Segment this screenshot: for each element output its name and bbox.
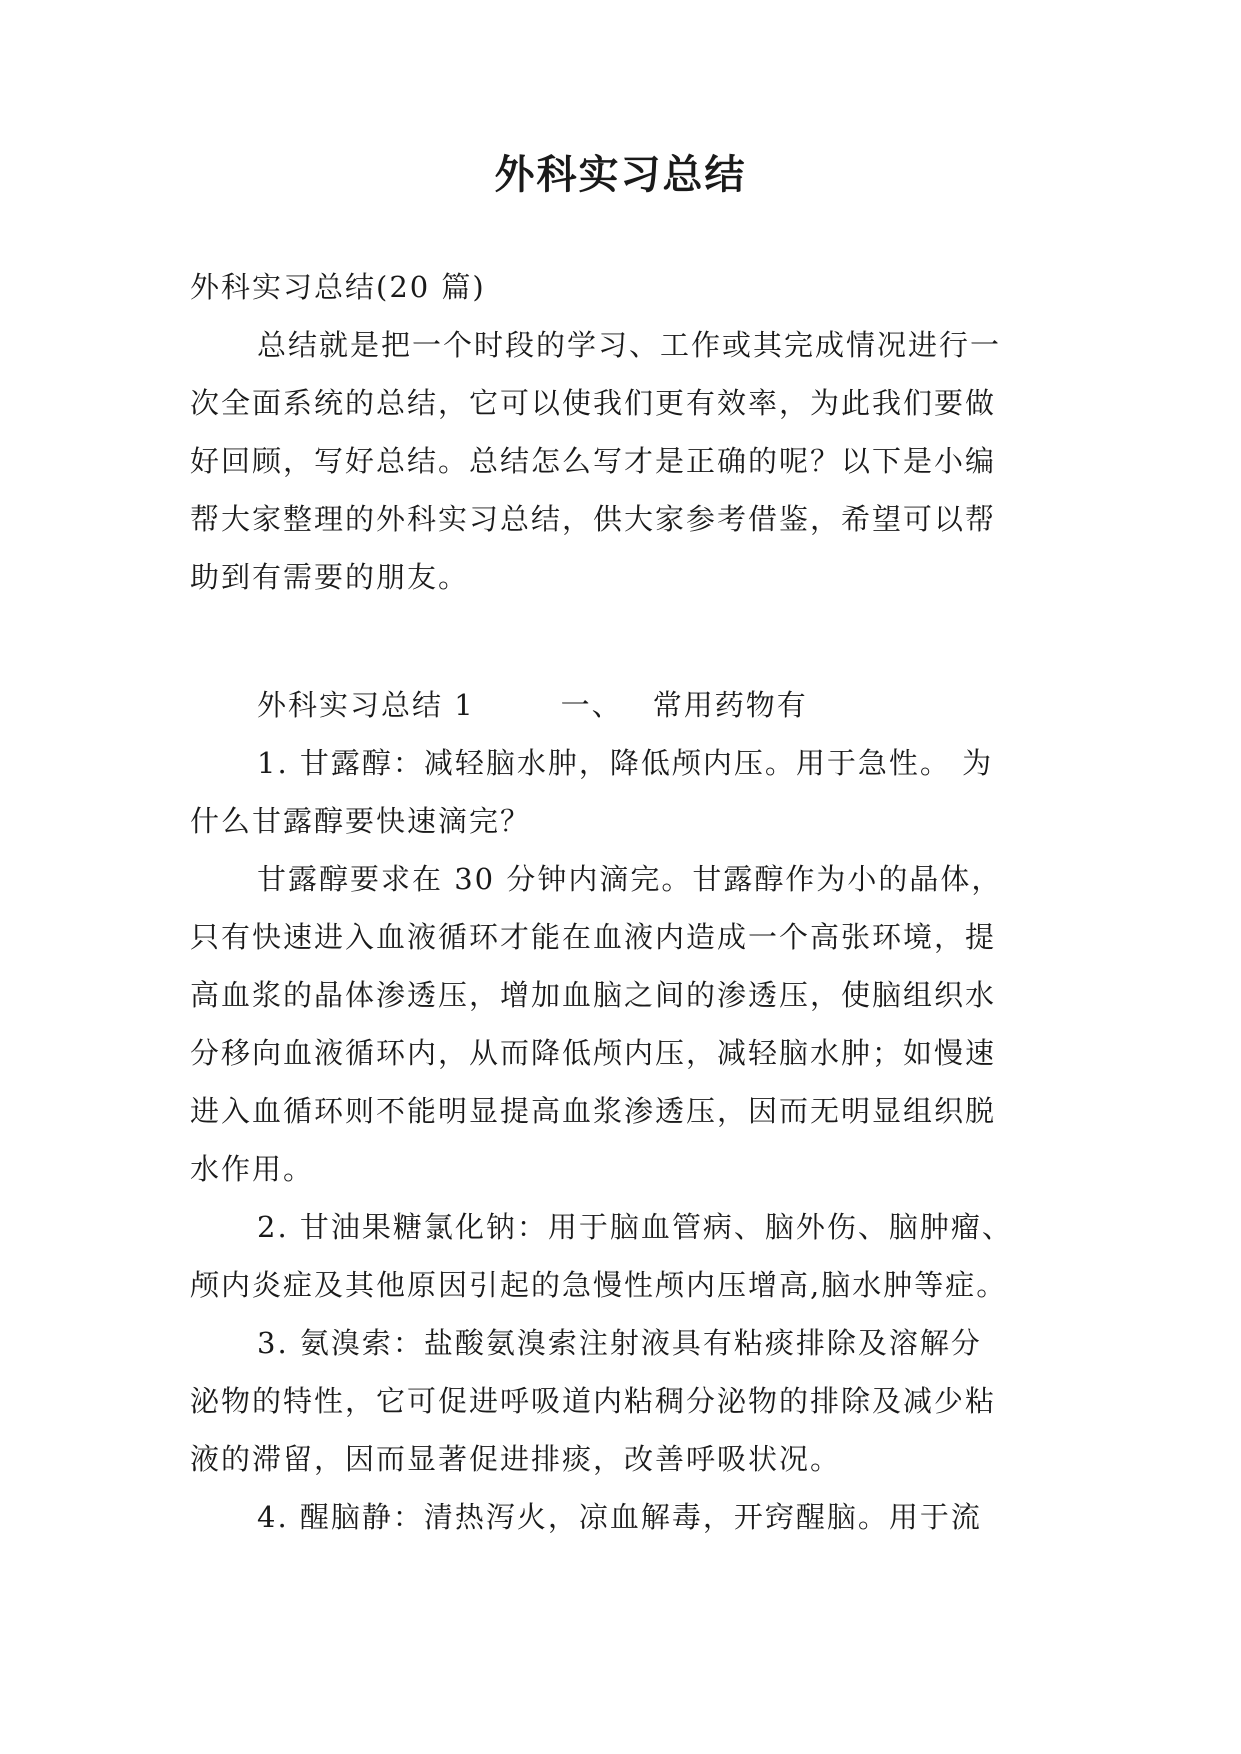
item-line: 4. 醒脑静：清热泻火，凉血解毒，开窍醒脑。用于流	[257, 1500, 982, 1534]
intro-line: 助到有需要的朋友。	[190, 560, 470, 594]
item-line: 1. 甘露醇：减轻脑水肿，降低颅内压。用于急性。 为	[257, 746, 994, 780]
item-line: 2. 甘油果糖氯化钠：用于脑血管病、脑外伤、脑肿瘤、	[257, 1210, 1013, 1244]
intro-line: 帮大家整理的外科实习总结，供大家参考借鉴，希望可以帮	[190, 502, 997, 536]
item-line: 泌物的特性，它可促进呼吸道内粘稠分泌物的排除及减少粘	[190, 1384, 997, 1418]
section-heading	[190, 676, 1050, 734]
intro-line: 好回顾，写好总结。总结怎么写才是正确的呢？以下是小编	[190, 444, 997, 478]
section-heading-label: 外科实习总结 1	[257, 688, 475, 722]
item-line: 什么甘露醇要快速滴完？	[190, 804, 532, 838]
item-line: 进入血循环则不能明显提高血浆渗透压，因而无明显组织脱	[190, 1094, 997, 1128]
item-line: 水作用。	[190, 1152, 315, 1186]
part-title: 常用药物有	[652, 688, 808, 722]
item-line: 颅内炎症及其他原因引起的急慢性颅内压增高,脑水肿等症。	[190, 1268, 1008, 1302]
item-line: 甘露醇要求在 30 分钟内滴完。甘露醇作为小的晶体，	[257, 862, 1003, 896]
section-gap	[190, 606, 1050, 676]
document-body	[190, 258, 1050, 1546]
intro-line: 次全面系统的总结，它可以使我们更有效率，为此我们要做	[190, 386, 997, 420]
item-line: 3. 氨溴索：盐酸氨溴索注射液具有粘痰排除及溶解分	[257, 1326, 982, 1360]
document-subtitle: 外科实习总结(20 篇)	[190, 270, 486, 304]
item-line: 只有快速进入血液循环才能在血液内造成一个高张环境，提	[190, 920, 997, 954]
document-title: 外科实习总结	[494, 151, 747, 198]
item-line: 液的滞留，因而显著促进排痰，改善呼吸状况。	[190, 1442, 842, 1476]
item-line: 高血浆的晶体渗透压，增加血脑之间的渗透压，使脑组织水	[190, 978, 997, 1012]
item-line: 分移向血液循环内，从而降低颅内压，减轻脑水肿；如慢速	[190, 1036, 997, 1070]
part-number: 一、	[560, 688, 623, 722]
intro-line: 总结就是把一个时段的学习、工作或其完成情况进行一	[257, 328, 1002, 362]
